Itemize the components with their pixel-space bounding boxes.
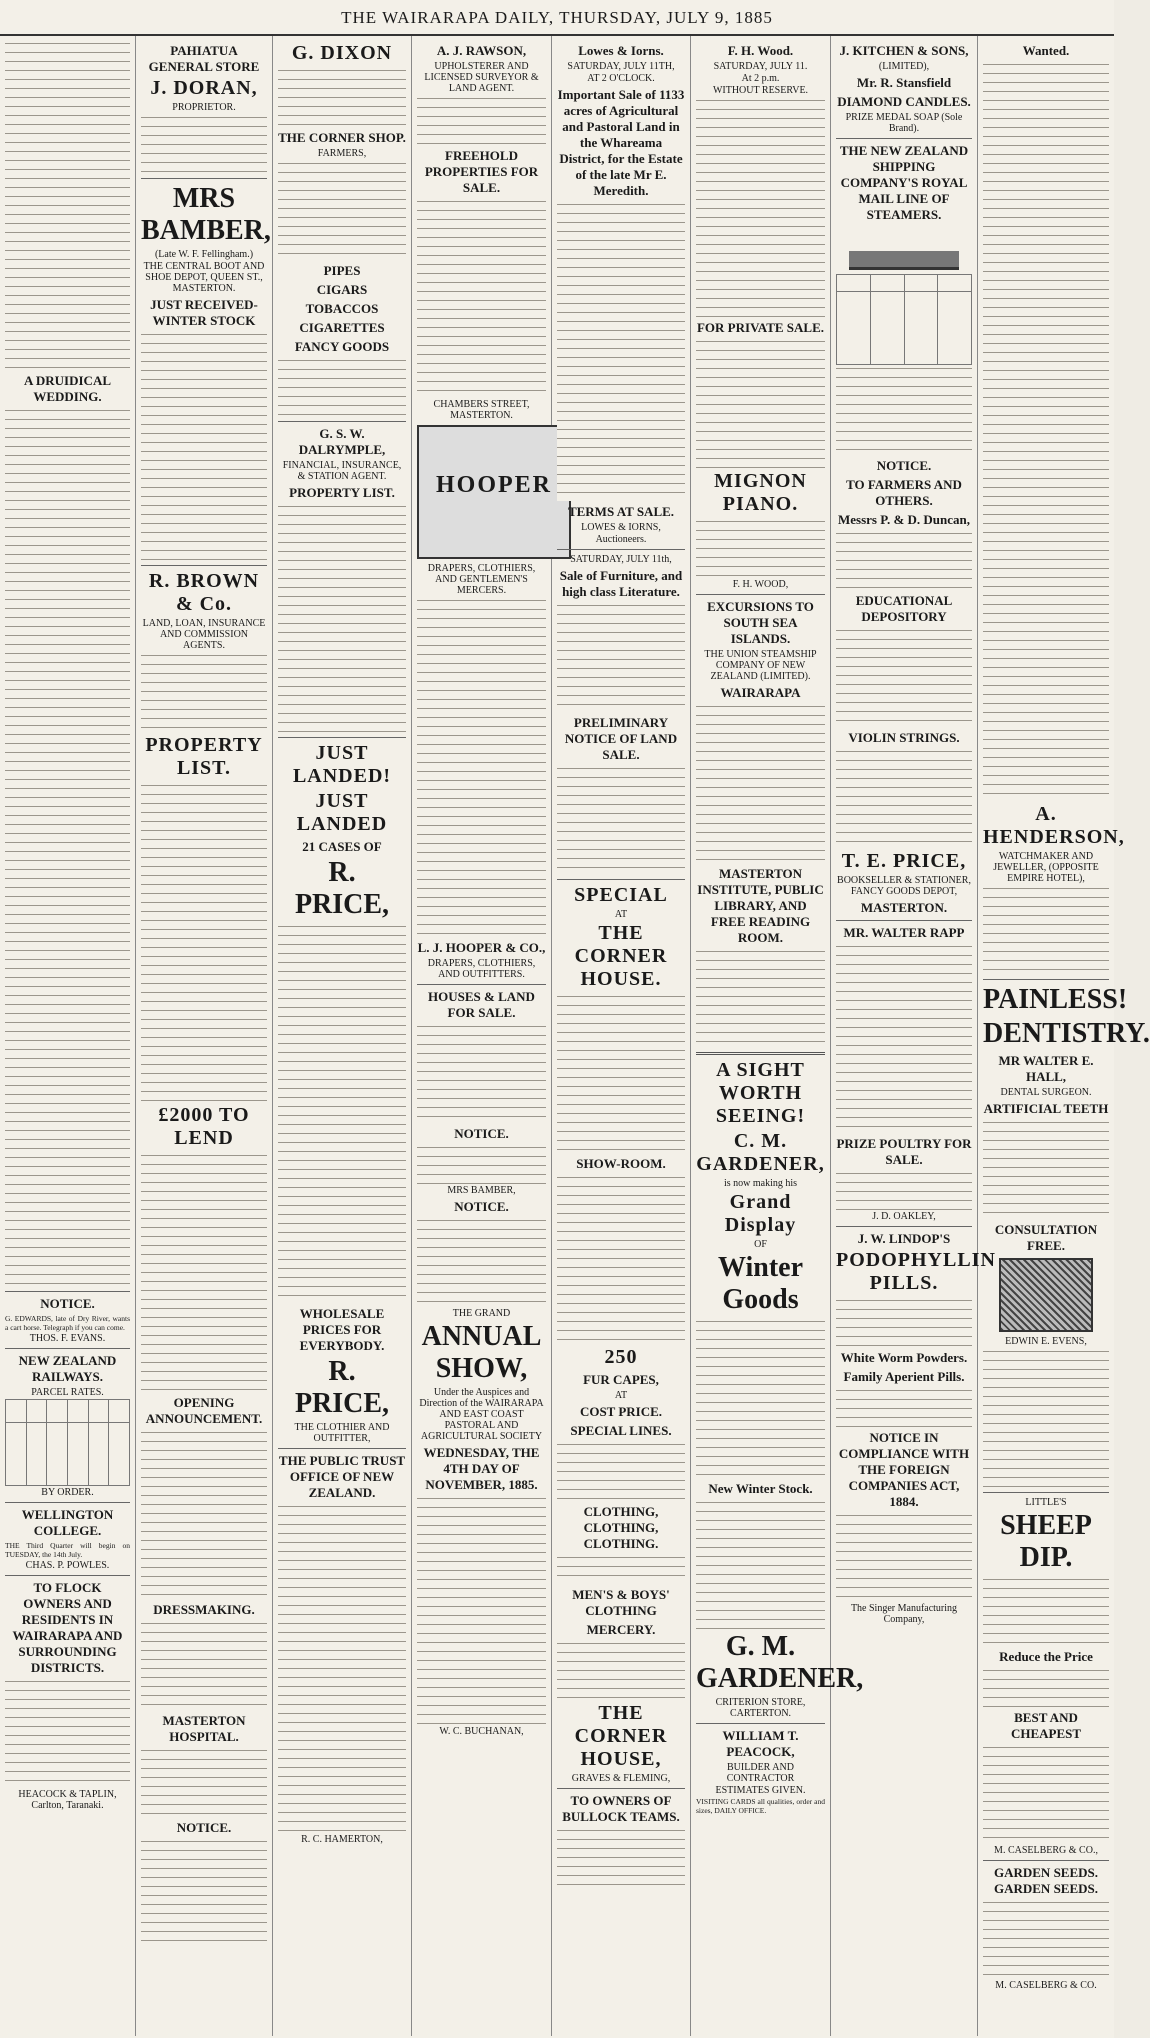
te-price-sub: BOOKSELLER & STATIONER, FANCY GOODS DEPOT,	[837, 875, 971, 897]
reserve: WITHOUT RESERVE.	[712, 85, 809, 96]
royal-arms-icon	[999, 1258, 1093, 1332]
excursion: EXCURSIONS TO SOUTH SEA ISLANDS.	[707, 599, 814, 646]
heacock-sign: HEACOCK & TAPLIN, Carlton, Taranaki.	[18, 1789, 117, 1811]
body-text	[141, 652, 267, 732]
body-text	[983, 1744, 1109, 1844]
hospital-heading: MASTERTON HOSPITAL.	[162, 1713, 246, 1744]
evens: EDWIN E. EVENS,	[1005, 1336, 1087, 1347]
gm-gardener: G. M. GARDENER,	[696, 1631, 864, 1694]
body-text	[696, 97, 825, 317]
body-text	[417, 597, 546, 937]
auctioneers: Auctioneers.	[595, 534, 647, 545]
at: AT	[614, 909, 628, 920]
trust-heading: THE PUBLIC TRUST OFFICE OF NEW ZEALAND.	[278, 1453, 406, 1500]
bamber-name: MRS BAMBER,	[141, 183, 271, 246]
show-room: SHOW-ROOM.	[576, 1156, 666, 1171]
body-text	[983, 61, 1109, 801]
body-text	[836, 1387, 972, 1427]
important: Important Sale of 1133 acres of Agricultural and Pastoral Land in the Whareama District, for the Estate of the late Mr E. Meredith.	[557, 87, 685, 198]
show-sub: Under the Auspices and Direction of the WAIRARAPA AND EAST COAST PASTORAL AND AGRICULTURAL SOCIETY	[419, 1387, 544, 1442]
pipes: PIPES	[323, 263, 361, 278]
body-text	[836, 627, 972, 727]
dentist: DENTAL SURGEON.	[1000, 1087, 1092, 1098]
reduce: Reduce the Price	[999, 1649, 1093, 1664]
violin: VIOLIN STRINGS.	[848, 730, 960, 745]
doran-name: J. DORAN,	[150, 77, 258, 99]
column-1	[0, 36, 136, 2036]
body-text	[5, 1678, 130, 1788]
body-text	[696, 703, 825, 863]
furniture-sale: Sale of Furniture, and high class Literature.	[559, 568, 683, 599]
cases: 21 CASES OF	[302, 839, 382, 854]
stansfield: Mr. R. Stansfield	[856, 75, 952, 90]
body-text	[278, 67, 406, 127]
property-list-2: PROPERTY LIST.	[289, 485, 395, 500]
body-text	[836, 1512, 972, 1602]
body-text	[557, 201, 685, 501]
freehold: FREEHOLD PROPERTIES FOR SALE.	[424, 148, 539, 195]
oakley: J. D. OAKLEY,	[872, 1211, 936, 1222]
agents: M. CASELBERG & CO.,	[994, 1845, 1098, 1856]
body-text	[417, 95, 546, 145]
doran-proprietor: PROPRIETOR.	[172, 102, 236, 113]
lowes-heading: Lowes & Iorns.	[578, 43, 664, 58]
body-text	[836, 1170, 972, 1210]
gardener: C. M. GARDENER,	[696, 1130, 825, 1175]
rawson-sub: UPHOLSTERER AND LICENSED SURVEYOR & LAND AGENT.	[424, 61, 539, 94]
little: LITTLE'S	[1025, 1497, 1067, 1508]
body-text	[278, 160, 406, 260]
kitchen: J. KITCHEN & SONS,	[839, 43, 969, 58]
price-name: R. PRICE,	[294, 857, 390, 920]
ship-icon	[849, 227, 959, 270]
time: At 2 p.m.	[741, 73, 780, 84]
body-text	[417, 1495, 546, 1725]
grand: THE GRAND	[452, 1308, 511, 1319]
worm: White Worm Powders.	[840, 1350, 968, 1365]
dalrymple-sub: FINANCIAL, INSURANCE, & STATION AGENT.	[282, 460, 402, 482]
body-text	[557, 1441, 685, 1501]
institute: MASTERTON INSTITUTE, PUBLIC LIBRARY, AND FREE READING ROOM.	[697, 866, 824, 945]
column-4	[412, 36, 552, 2036]
body-text	[557, 1174, 685, 1344]
hooper-sub-2: DRAPERS, CLOTHIERS, AND OUTFITTERS.	[427, 958, 536, 980]
body-text	[696, 338, 825, 468]
sheep-dip: SHEEP DIP.	[1000, 1510, 1092, 1573]
just-landed: JUST LANDED!	[292, 742, 392, 787]
clock: AT 2 O'CLOCK.	[587, 73, 655, 84]
hooper-logo	[417, 425, 571, 559]
aperient: Family Aperient Pills.	[843, 1369, 965, 1384]
parcel-rates: PARCEL RATES.	[31, 1387, 104, 1398]
podo: PODOPHYLLIN PILLS.	[836, 1249, 996, 1294]
body-text	[557, 765, 685, 875]
body-text	[557, 1827, 685, 1887]
winter-stock: JUST RECEIVED-WINTER STOCK	[150, 297, 258, 328]
body-text	[557, 1554, 685, 1584]
body-text	[983, 885, 1109, 975]
college-heading: WELLINGTON COLLEGE.	[21, 1507, 114, 1538]
property-list: PROPERTY LIST.	[145, 734, 263, 779]
wanted-heading: Wanted.	[1022, 43, 1070, 58]
masthead	[0, 0, 1114, 36]
body-text	[141, 782, 267, 1102]
column-7	[831, 36, 996, 2036]
body-text	[696, 1318, 825, 1478]
bamber-address: THE CENTRAL BOOT AND SHOE DEPOT, QUEEN ST., MASTERTON.	[143, 261, 265, 294]
body-text	[278, 357, 406, 417]
showing: is now making his	[723, 1178, 798, 1189]
body-text	[141, 1152, 267, 1392]
railways-heading: NEW ZEALAND RAILWAYS.	[18, 1353, 117, 1384]
body-text	[141, 1747, 267, 1817]
just-landed-2: JUST LANDED	[296, 790, 388, 835]
body-text	[417, 198, 546, 398]
body-text	[836, 943, 972, 1133]
body-text	[836, 530, 972, 590]
singer: The Singer Manufacturing Company,	[850, 1603, 958, 1625]
farmers: FARMERS,	[317, 148, 367, 159]
notice-2: NOTICE.	[454, 1199, 509, 1214]
chambers: CHAMBERS STREET, MASTERTON.	[433, 399, 530, 421]
candles: DIAMOND CANDLES.	[837, 94, 971, 109]
body-text	[696, 518, 825, 578]
body-text	[141, 331, 267, 561]
hooper-sub: DRAPERS, CLOTHIERS, AND GENTLEMEN'S MERCERS.	[427, 563, 536, 596]
body-text	[983, 1899, 1109, 1979]
body-text	[836, 365, 972, 455]
show-date: WEDNESDAY, THE 4TH DAY OF NOVEMBER, 1885.	[423, 1445, 540, 1492]
terms: TERMS AT SALE.	[567, 504, 675, 519]
winter-goods: Winter Goods	[717, 1252, 804, 1315]
column-6	[691, 36, 864, 2036]
grand-display: Grand Display	[724, 1191, 797, 1236]
column-5	[552, 36, 691, 2036]
notice-1: NOTICE.	[454, 1126, 509, 1141]
wood-heading: F. H. Wood.	[727, 43, 794, 58]
corner-shop: THE CORNER SHOP.	[278, 130, 406, 145]
college-text: THE Third Quarter will begin on TUESDAY, the 14th July.	[5, 1541, 130, 1559]
fancy-goods: FANCY GOODS	[294, 339, 390, 354]
union: THE UNION STEAMSHIP COMPANY OF NEW ZEALAND (LIMITED).	[704, 649, 817, 682]
column-8	[978, 36, 1150, 2036]
body-text	[417, 1144, 546, 1184]
tobaccos: TOBACCOS	[305, 301, 379, 316]
parcel-table	[5, 1399, 130, 1486]
body-text	[141, 1620, 267, 1710]
column-2	[136, 36, 273, 2036]
te-price: T. E. PRICE,	[841, 850, 967, 872]
brown-name: R. BROWN & Co.	[148, 570, 260, 615]
number: 250	[604, 1346, 638, 1368]
henderson: A. HENDERSON,	[983, 803, 1125, 848]
bamber-2: MRS BAMBER,	[447, 1185, 516, 1196]
annual-show: ANNUAL SHOW,	[421, 1321, 542, 1384]
edu: EDUCATIONAL DEPOSITORY	[855, 593, 953, 624]
cost-price: COST PRICE.	[579, 1404, 663, 1419]
dressmaking-heading: DRESSMAKING.	[153, 1602, 255, 1617]
opening-heading: OPENING ANNOUNCEMENT.	[145, 1395, 263, 1426]
body-text	[278, 923, 406, 1303]
saturday: SATURDAY, JULY 11.	[713, 61, 808, 72]
private-sale: FOR PRIVATE SALE.	[696, 320, 825, 335]
hooper-name: L. J. HOOPER & CO.,	[417, 940, 546, 955]
wholesale: WHOLESALE PRICES FOR EVERYBODY.	[299, 1306, 385, 1353]
body-text	[417, 1217, 546, 1307]
body-text	[983, 1348, 1109, 1488]
duncan: Messrs P. & D. Duncan,	[837, 512, 971, 527]
body-text	[836, 1297, 972, 1347]
dentistry: DENTISTRY.	[983, 1018, 1150, 1049]
body-text	[983, 1119, 1109, 1219]
saturday-2: SATURDAY, JULY 11th,	[570, 554, 672, 565]
clothier: THE CLOTHIER AND OUTFITTER,	[294, 1422, 390, 1444]
wairarapa: WAIRARAPA	[720, 685, 801, 700]
hall: MR WALTER E. HALL,	[998, 1053, 1094, 1084]
poultry: PRIZE POULTRY FOR SALE.	[836, 1136, 972, 1167]
companies: NOTICE IN COMPLIANCE WITH THE FOREIGN COMPANIES ACT, 1884.	[838, 1430, 970, 1509]
body-text	[5, 40, 130, 370]
bullock: TO OWNERS OF BULLOCK TEAMS.	[562, 1793, 680, 1824]
body-text	[983, 1576, 1109, 1646]
cigarettes: CIGARETTES	[299, 320, 385, 335]
corner-house-2: THE CORNER HOUSE,	[574, 1702, 668, 1770]
dixon-name: G. DIXON	[291, 42, 393, 64]
evans-sign: THOS. F. EVANS.	[29, 1333, 106, 1344]
lowes-2: LOWES & IORNS,	[581, 522, 661, 533]
body-text	[417, 1023, 546, 1123]
dalrymple-name: G. S. W. DALRYMPLE,	[298, 426, 386, 457]
body-text	[5, 407, 130, 1287]
by-order: BY ORDER.	[41, 1487, 94, 1498]
brown-sub: LAND, LOAN, INSURANCE AND COMMISSION AGENTS.	[142, 618, 266, 651]
agents-2: M. CASELBERG & CO.	[995, 1980, 1097, 1991]
criterion: CRITERION STORE, CARTERTON.	[715, 1697, 806, 1719]
painless: PAINLESS!	[983, 984, 1128, 1015]
bamber-sub: (Late W. F. Fellingham.)	[154, 249, 254, 260]
mignon: MIGNON PIANO.	[714, 470, 807, 515]
nz-shipping: THE NEW ZEALAND SHIPPING COMPANY'S ROYAL MAIL LINE OF STEAMERS.	[839, 143, 969, 222]
seeds: GARDEN SEEDS. GARDEN SEEDS.	[993, 1865, 1099, 1896]
trustee: R. C. HAMERTON,	[301, 1834, 383, 1845]
special-lines: SPECIAL LINES.	[570, 1423, 672, 1438]
wood-2: F. H. WOOD,	[732, 579, 789, 590]
body-text	[557, 1640, 685, 1700]
body-text	[141, 1838, 267, 1948]
hooper-monogram: HOOPER	[435, 472, 552, 498]
graves: GRAVES & FLEMING,	[571, 1773, 671, 1784]
body-text	[696, 1499, 825, 1629]
column-3	[273, 36, 412, 2036]
powles-sign: CHAS. P. POWLES.	[25, 1560, 110, 1571]
body-text	[141, 114, 267, 174]
masthead-title: THE WAIRARAPA DAILY, THURSDAY, JULY 9, 1885	[341, 8, 773, 27]
peacock: WILLIAM T. PEACOCK,	[722, 1728, 799, 1759]
cigars: CIGARS	[316, 282, 368, 297]
at-2: AT	[614, 1390, 628, 1401]
clothing: CLOTHING, CLOTHING, CLOTHING.	[583, 1504, 659, 1551]
rapp: MR. WALTER RAPP	[843, 925, 965, 940]
body-text	[141, 1429, 267, 1599]
visiting: VISITING CARDS all qualities, order and sizes, DAILY OFFICE.	[696, 1797, 825, 1815]
saturday: SATURDAY, JULY 11TH,	[567, 61, 675, 72]
soap: PRIZE MEDAL SOAP (Sole Brand).	[845, 112, 963, 134]
lindop: J. W. LINDOP'S	[857, 1231, 951, 1246]
wedding-heading: A DRUIDICAL WEDDING.	[23, 373, 112, 404]
special: SPECIAL	[574, 884, 668, 906]
consult: CONSULTATION FREE.	[994, 1222, 1098, 1253]
notice: NOTICE.	[876, 458, 932, 473]
new-stock: New Winter Stock.	[708, 1481, 813, 1496]
body-text	[836, 748, 972, 848]
body-text	[557, 993, 685, 1153]
limited: (LIMITED),	[878, 61, 930, 72]
flock-heading: TO FLOCK OWNERS AND RESIDENTS IN WAIRARAPA AND SURROUNDING DISTRICTS.	[12, 1580, 123, 1675]
body-text	[983, 1667, 1109, 1707]
corner-house: THE CORNER HOUSE.	[574, 922, 668, 990]
best: BEST AND CHEAPEST	[1010, 1710, 1082, 1741]
mens-clothing: MEN'S & BOYS' CLOTHING	[572, 1587, 670, 1618]
houses: HOUSES & LAND FOR SALE.	[428, 989, 535, 1020]
evans-notice: G. EDWARDS, late of Dry River, wants a cart horse. Telegraph if you can come.	[5, 1314, 130, 1332]
of: OF	[754, 1239, 767, 1250]
body-text	[696, 948, 825, 1048]
farmers: TO FARMERS AND OTHERS.	[846, 477, 962, 508]
body-text	[278, 1503, 406, 1833]
body-text	[278, 503, 406, 733]
prelim: PRELIMINARY NOTICE OF LAND SALE.	[564, 715, 678, 762]
fur-capes: FUR CAPES,	[583, 1372, 659, 1387]
notice-heading: NOTICE.	[40, 1296, 95, 1311]
price-name-2: R. PRICE,	[294, 1356, 390, 1419]
buchanan: W. C. BUCHANAN,	[439, 1726, 524, 1737]
sight: A SIGHT WORTH SEEING!	[715, 1059, 806, 1127]
estimates: ESTIMATES GIVEN.	[715, 1785, 806, 1796]
rawson-name: A. J. RAWSON,	[436, 43, 527, 58]
henderson-sub: WATCHMAKER AND JEWELLER, (OPPOSITE EMPIRE HOTEL),	[993, 851, 1099, 884]
notice-heading-2: NOTICE.	[176, 1820, 232, 1835]
sailing-table	[836, 274, 972, 365]
body-text	[557, 602, 685, 712]
lend-heading: £2000 TO LEND	[158, 1104, 250, 1149]
builder: BUILDER AND CONTRACTOR	[726, 1762, 795, 1784]
columns	[0, 36, 1150, 2036]
mercery: MERCERY.	[586, 1622, 656, 1637]
artificial: ARTIFICIAL TEETH	[983, 1101, 1109, 1116]
store-heading: PAHIATUA GENERAL STORE	[148, 43, 260, 74]
masterton: MASTERTON.	[860, 900, 948, 915]
